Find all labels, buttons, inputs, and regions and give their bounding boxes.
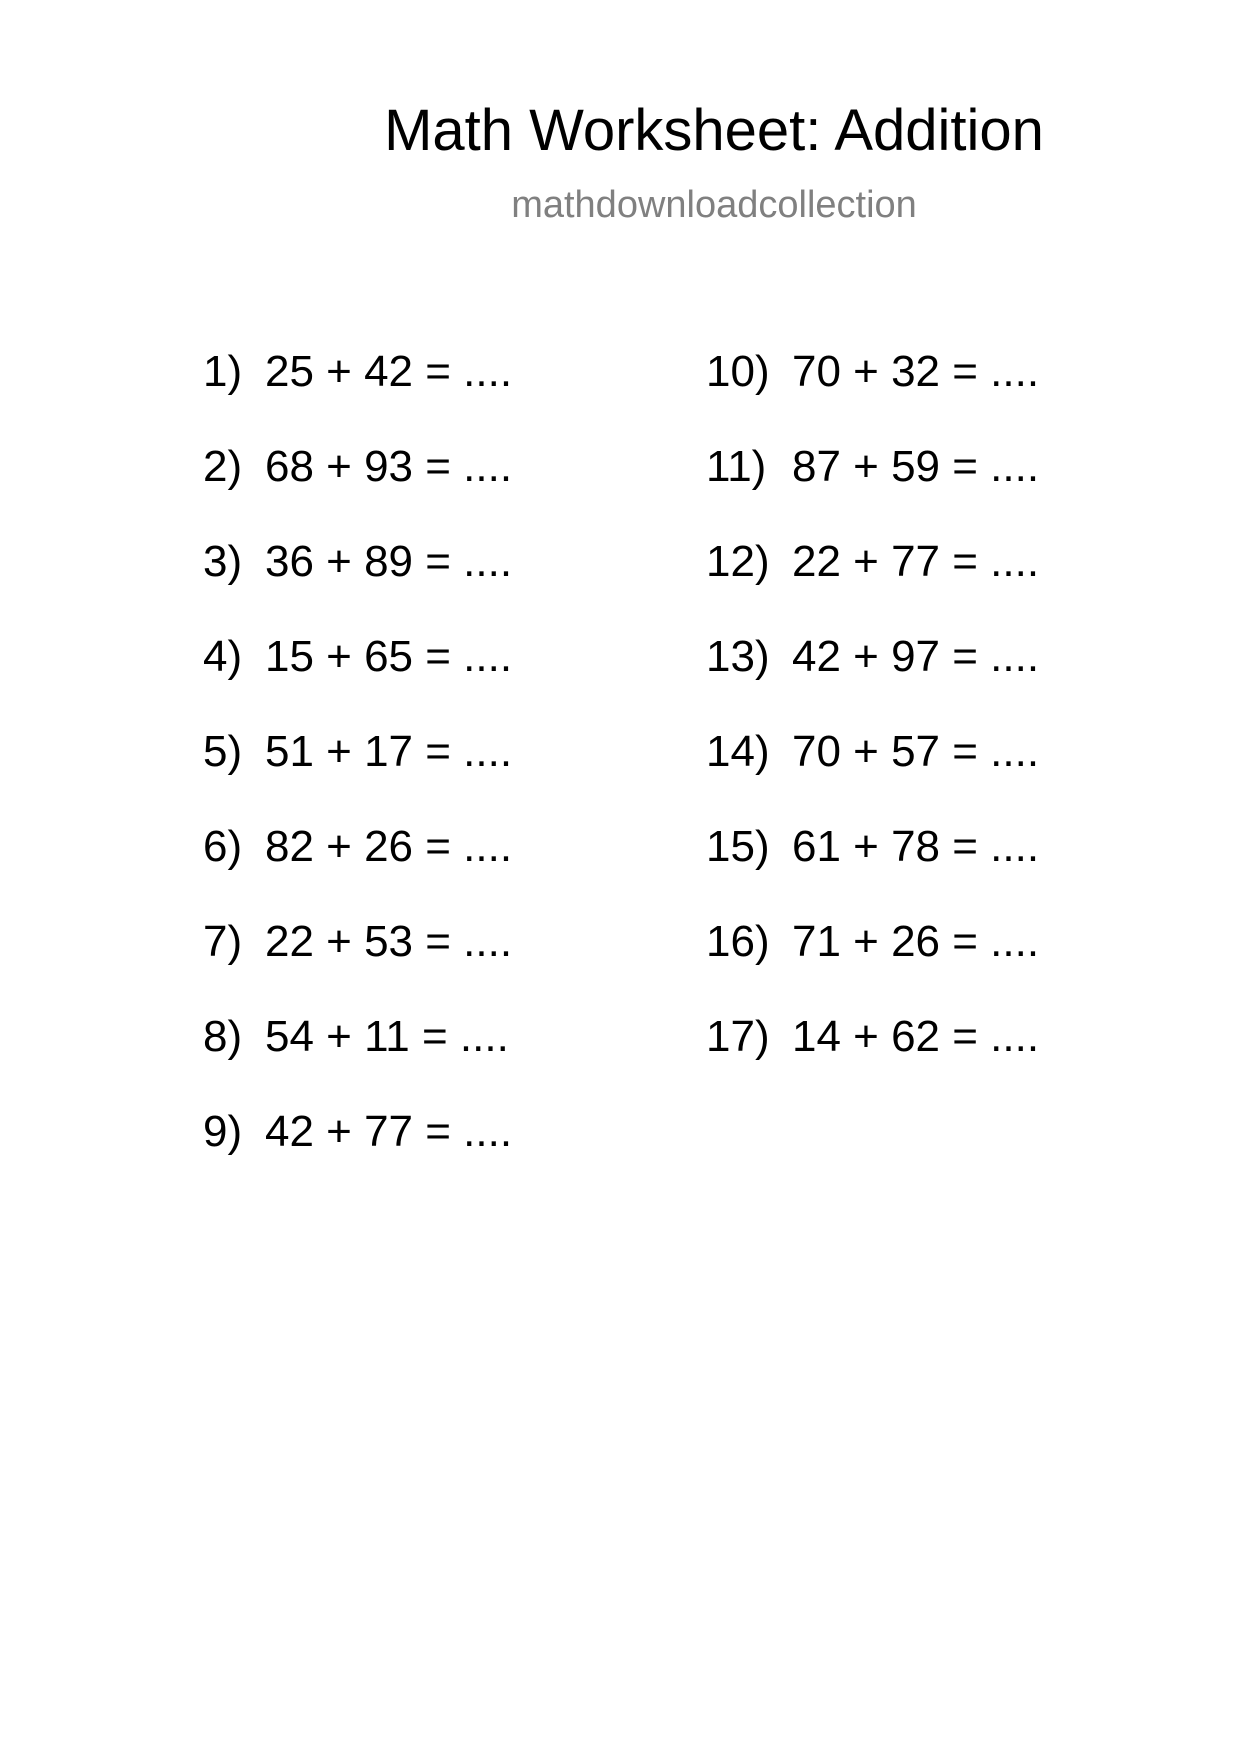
problem-number: 4) [203,632,243,681]
problem-expression: 61 + 78 = .... [792,822,1040,871]
problem-expression: 42 + 77 = .... [265,1107,513,1156]
problem-expression: 51 + 17 = .... [265,727,513,776]
problem-number: 5) [203,727,243,776]
problem-number: 17) [706,1012,770,1061]
problem-number: 9) [203,1107,243,1156]
problem-number: 7) [203,917,243,966]
problem-expression: 15 + 65 = .... [265,632,513,681]
problem-number: 11) [706,442,767,491]
problem-number: 3) [203,537,243,586]
problem-number: 1) [203,347,243,396]
problem-number: 8) [203,1012,243,1061]
problem-expression: 36 + 89 = .... [265,537,513,586]
problem-number: 6) [203,822,243,871]
problem-expression: 71 + 26 = .... [792,917,1040,966]
worksheet-title: Math Worksheet: Addition [384,98,1044,163]
problem-expression: 25 + 42 = .... [265,347,513,396]
problem-number: 10) [706,347,770,396]
problem-expression: 82 + 26 = .... [265,822,513,871]
problem-number: 13) [706,632,770,681]
problem-expression: 42 + 97 = .... [792,632,1040,681]
problem-expression: 70 + 32 = .... [792,347,1040,396]
problem-number: 12) [706,537,770,586]
problem-expression: 22 + 77 = .... [792,537,1040,586]
problem-number: 16) [706,917,770,966]
worksheet-subtitle: mathdownloadcollection [511,184,917,226]
problem-expression: 22 + 53 = .... [265,917,513,966]
problem-expression: 54 + 11 = .... [265,1012,509,1061]
problem-number: 15) [706,822,770,871]
problem-number: 2) [203,442,243,491]
problem-number: 14) [706,727,770,776]
problem-expression: 87 + 59 = .... [792,442,1040,491]
problem-expression: 14 + 62 = .... [792,1012,1040,1061]
problem-expression: 70 + 57 = .... [792,727,1040,776]
problem-expression: 68 + 93 = .... [265,442,513,491]
